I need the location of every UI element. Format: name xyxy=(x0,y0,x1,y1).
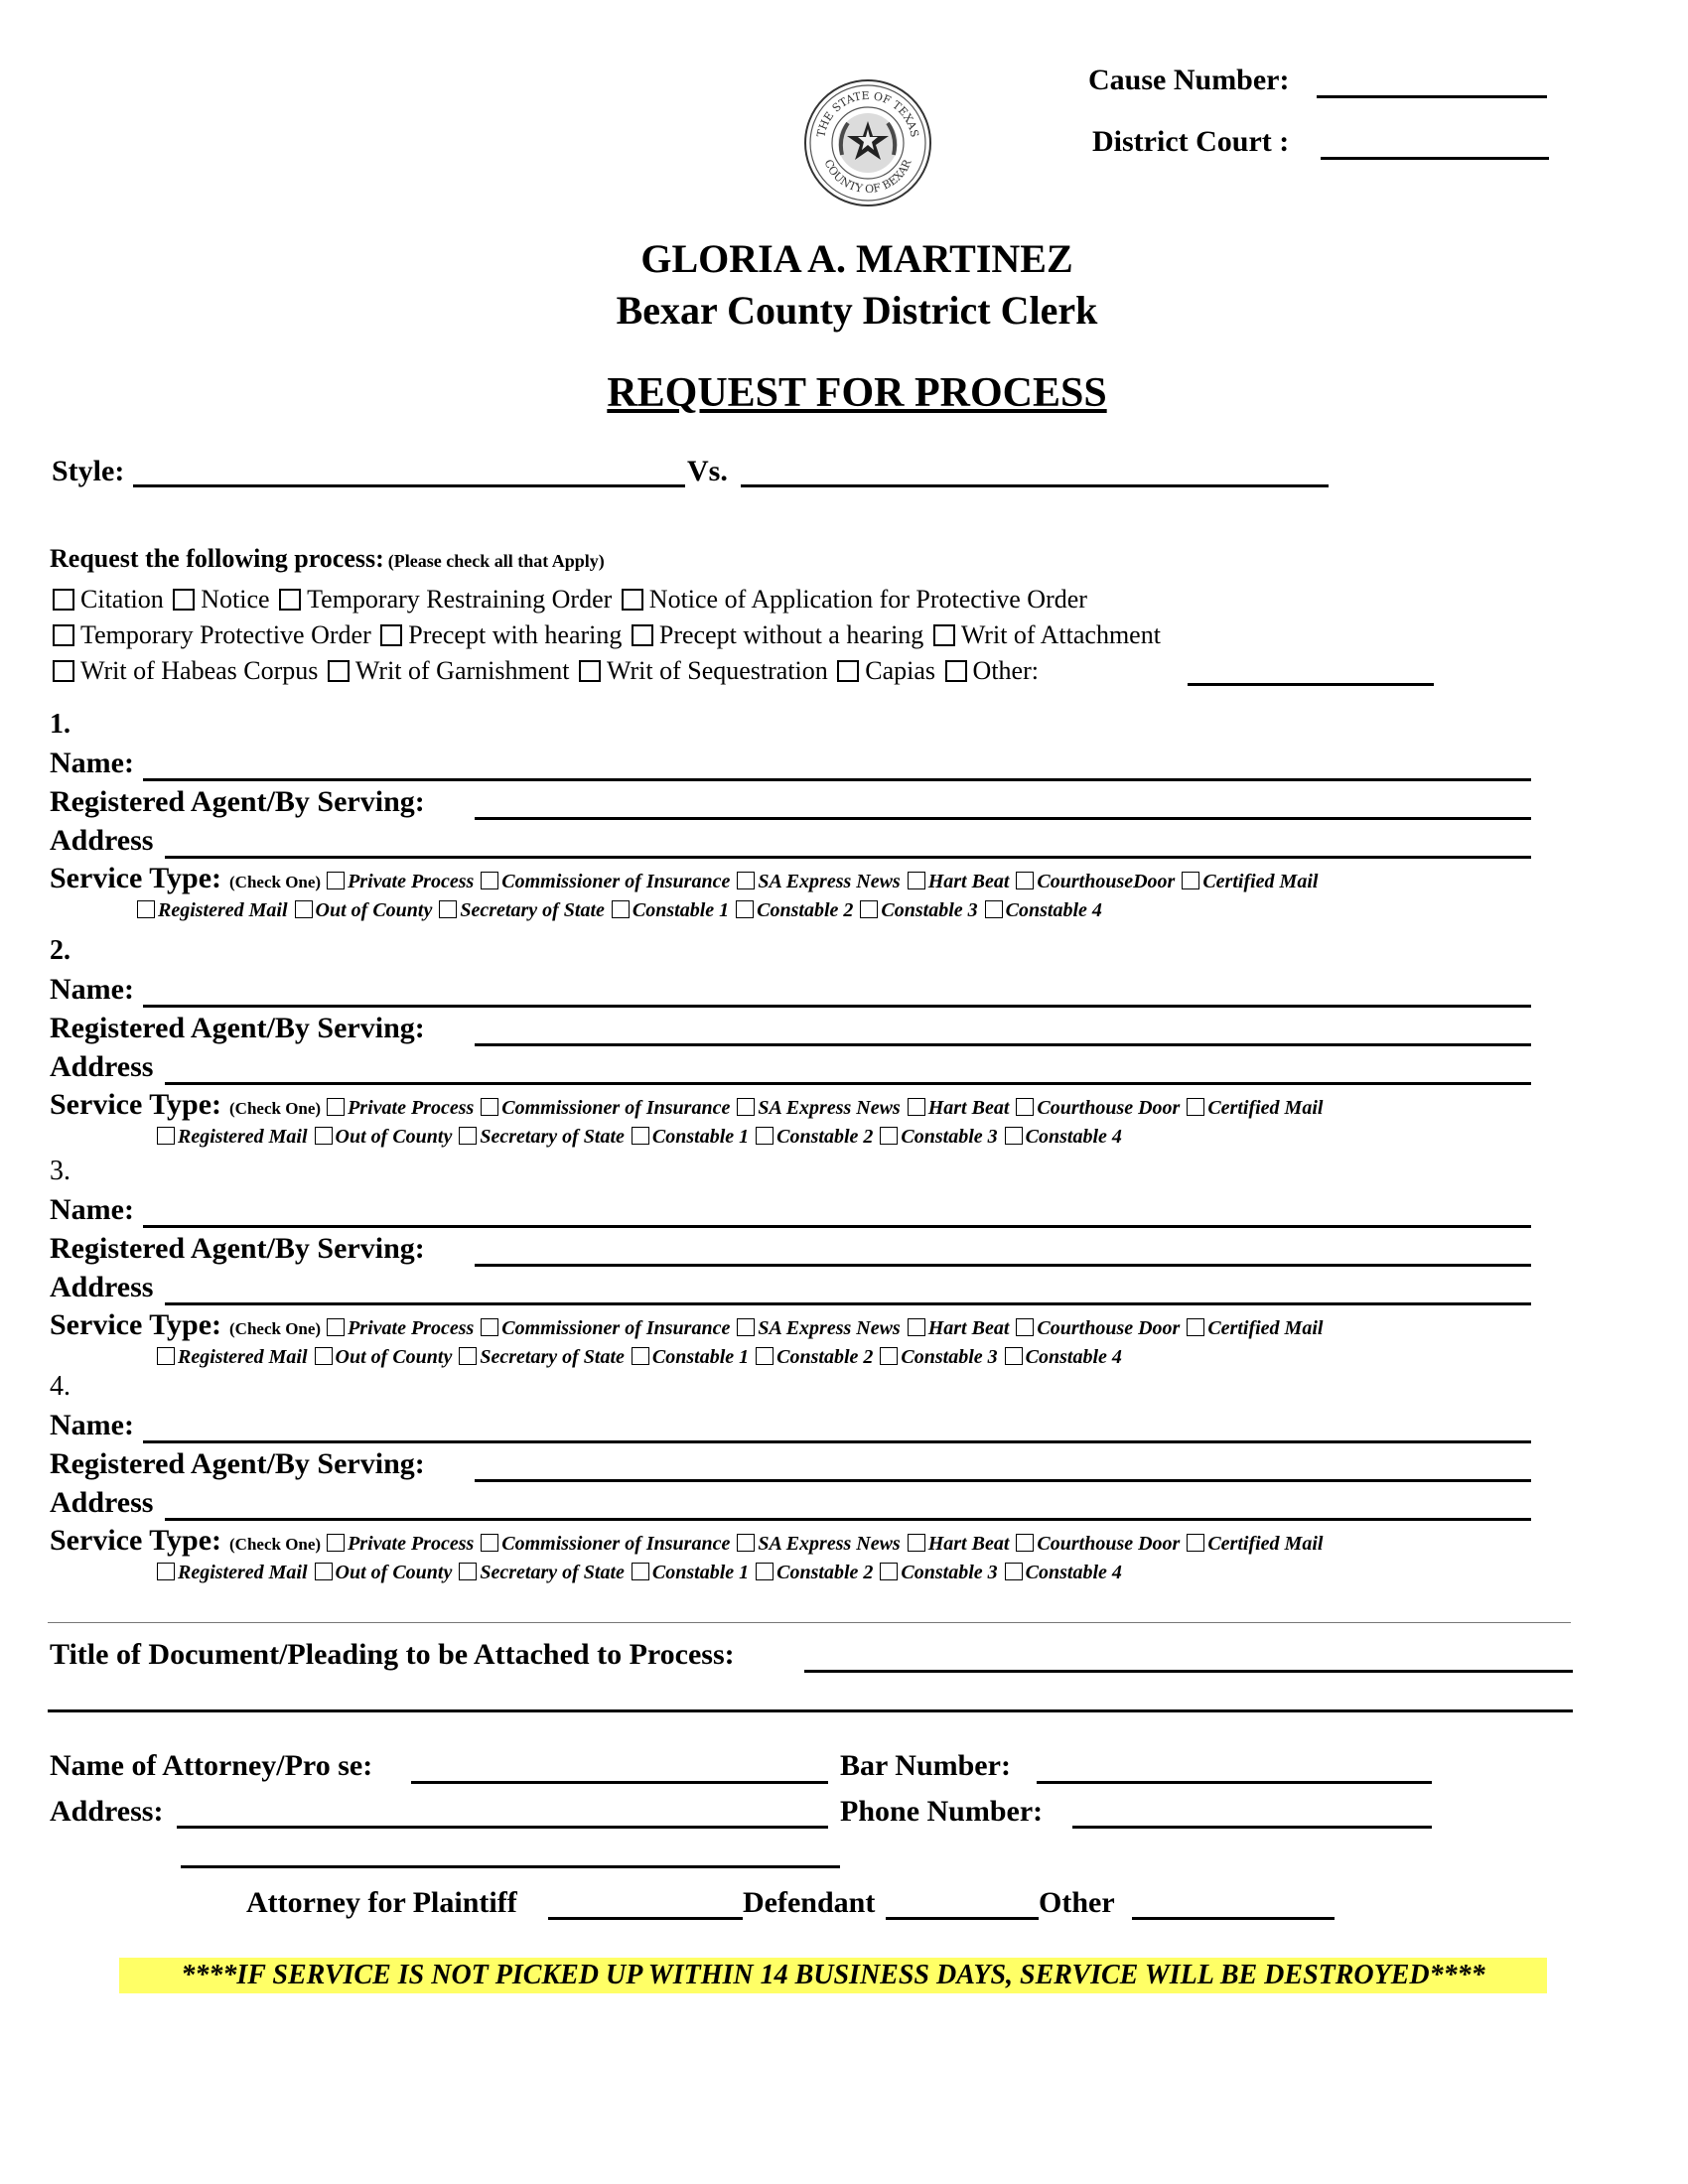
bar-number-label: Bar Number: xyxy=(840,1749,1011,1782)
registered-agent-label: Registered Agent/By Serving: xyxy=(50,1232,425,1265)
service-option-label: Constable 2 xyxy=(776,1126,874,1148)
service-type-row-1 xyxy=(50,1308,1324,1342)
other-process-field[interactable] xyxy=(1188,683,1434,686)
check-one-note: (Check One) xyxy=(229,1535,322,1554)
party-number: 1. xyxy=(50,709,70,740)
check-one-note: (Check One) xyxy=(229,1099,322,1118)
checkbox-temporary-protective-order[interactable] xyxy=(53,624,74,646)
registered-agent-label: Registered Agent/By Serving: xyxy=(50,1447,425,1480)
service-option-label: Certified Mail xyxy=(1207,1317,1324,1339)
service-checkbox[interactable] xyxy=(756,1127,774,1145)
service-option-label: Private Process xyxy=(348,1533,475,1555)
service-option-label: SA Express News xyxy=(758,871,901,892)
process-option-label: Precept with hearing xyxy=(408,620,623,649)
checkbox-writ-habeas-corpus[interactable] xyxy=(53,660,74,682)
process-option-label: Temporary Restraining Order xyxy=(307,585,613,614)
service-option-label: Commissioner of Insurance xyxy=(501,1097,731,1119)
process-request-label: Request the following process: xyxy=(50,544,384,573)
service-checkbox[interactable] xyxy=(632,1127,649,1145)
service-option-label: Constable 1 xyxy=(651,1126,750,1148)
address-field[interactable] xyxy=(165,1082,1531,1085)
service-option-label: Private Process xyxy=(348,1097,475,1119)
form-title: REQUEST FOR PROCESS xyxy=(607,370,1107,416)
service-checkbox[interactable] xyxy=(459,1563,477,1580)
checkbox-precept-without-hearing[interactable] xyxy=(632,624,653,646)
service-option-label: Constable 2 xyxy=(757,899,854,921)
service-option-label: Hart Beat xyxy=(927,871,1010,892)
defendant-label: Defendant xyxy=(743,1886,876,1919)
process-option-label: Citation xyxy=(80,585,164,614)
service-option-label: Secretary of State xyxy=(480,1562,625,1583)
other-party-field[interactable] xyxy=(1132,1917,1335,1920)
document-title-field[interactable] xyxy=(804,1670,1573,1673)
service-type-row-1 xyxy=(50,862,1319,895)
service-checkbox[interactable] xyxy=(327,1318,345,1336)
service-checkbox[interactable] xyxy=(327,1534,345,1552)
style-field[interactable] xyxy=(133,484,685,487)
service-checkbox[interactable] xyxy=(327,872,345,889)
service-option-label: Secretary of State xyxy=(460,899,605,921)
service-checkbox[interactable] xyxy=(632,1563,649,1580)
address-field[interactable] xyxy=(165,856,1531,859)
service-checkbox[interactable] xyxy=(737,872,755,889)
registered-agent-label: Registered Agent/By Serving: xyxy=(50,1012,425,1044)
service-option-label: Secretary of State xyxy=(480,1346,625,1368)
service-option-label: Registered Mail xyxy=(178,1346,308,1368)
service-checkbox[interactable] xyxy=(327,1098,345,1116)
process-option-label: Writ of Garnishment xyxy=(354,656,570,685)
name-field[interactable] xyxy=(143,1440,1531,1443)
service-checkbox[interactable] xyxy=(737,1098,755,1116)
service-checkbox[interactable] xyxy=(612,900,630,918)
clerk-title: Bexar County District Clerk xyxy=(616,288,1098,333)
registered-agent-field[interactable] xyxy=(475,817,1531,820)
plaintiff-field[interactable] xyxy=(548,1917,743,1920)
party-number: 2. xyxy=(50,935,70,966)
registered-agent-field[interactable] xyxy=(475,1264,1531,1267)
checkbox-citation[interactable] xyxy=(53,589,74,611)
name-field[interactable] xyxy=(143,778,1531,781)
service-option-label: Out of County xyxy=(335,1562,453,1583)
process-option-label: Writ of Sequestration xyxy=(606,656,828,685)
checkbox-temporary-restraining-order[interactable] xyxy=(279,589,301,611)
service-checkbox[interactable] xyxy=(737,1534,755,1552)
service-checkbox[interactable] xyxy=(459,1127,477,1145)
address-label: Address xyxy=(50,824,154,857)
service-option-label: Constable 2 xyxy=(776,1562,874,1583)
service-checkbox[interactable] xyxy=(736,900,754,918)
pickup-warning-banner: ****IF SERVICE IS NOT PICKED UP WITHIN 14 BUSINESS DAYS, SERVICE WILL BE DESTROYED**** xyxy=(119,1958,1547,1993)
process-line-3 xyxy=(50,656,1039,686)
check-one-note: (Check One) xyxy=(229,873,322,891)
name-label: Name: xyxy=(50,747,134,779)
service-type-row-1 xyxy=(50,1524,1324,1558)
service-checkbox[interactable] xyxy=(157,1347,175,1365)
service-checkbox[interactable] xyxy=(908,1534,925,1552)
service-option-label: Registered Mail xyxy=(178,1126,308,1148)
service-option-label: Private Process xyxy=(348,1317,475,1339)
service-option-label: Out of County xyxy=(335,1346,453,1368)
service-option-label: Constable 2 xyxy=(776,1346,874,1368)
service-checkbox[interactable] xyxy=(439,900,457,918)
process-option-label: Notice of Application for Protective Order xyxy=(648,585,1087,614)
svg-text:THE STATE OF TEXAS: THE STATE OF TEXAS xyxy=(814,88,921,139)
service-option-label: Commissioner of Insurance xyxy=(501,1317,731,1339)
service-checkbox[interactable] xyxy=(632,1347,649,1365)
process-option-label: Notice xyxy=(201,585,270,614)
service-option-label: Out of County xyxy=(335,1126,453,1148)
service-option-label: Constable 1 xyxy=(651,1562,750,1583)
attorney-address-field[interactable] xyxy=(177,1826,828,1829)
registered-agent-field[interactable] xyxy=(475,1479,1531,1482)
service-option-label: SA Express News xyxy=(758,1097,901,1119)
service-option-label: Constable 4 xyxy=(1005,899,1102,921)
service-type-row-2 xyxy=(151,1346,1123,1369)
service-option-label: Courthouse Door xyxy=(1037,1533,1181,1555)
process-option-label: Writ of Habeas Corpus xyxy=(80,656,319,685)
process-option-label: Capias xyxy=(865,656,936,685)
service-checkbox[interactable] xyxy=(315,1347,333,1365)
vs-label: Vs. xyxy=(687,455,728,487)
service-checkbox[interactable] xyxy=(985,900,1003,918)
name-field[interactable] xyxy=(143,1225,1531,1228)
bar-number-field[interactable] xyxy=(1037,1781,1432,1784)
service-option-label: Secretary of State xyxy=(480,1126,625,1148)
check-one-note: (Check One) xyxy=(229,1319,322,1338)
checkbox-notice-application-protective-order[interactable] xyxy=(622,589,643,611)
service-checkbox[interactable] xyxy=(908,1318,925,1336)
service-type-label: Service Type: xyxy=(50,862,222,894)
service-option-label: Hart Beat xyxy=(927,1317,1010,1339)
clerk-name: GLORIA A. MARTINEZ xyxy=(640,236,1073,281)
process-line-1 xyxy=(50,585,1087,614)
service-option-label: Private Process xyxy=(348,871,475,892)
service-type-row-2 xyxy=(131,899,1103,922)
service-type-row-2 xyxy=(151,1562,1123,1584)
service-checkbox[interactable] xyxy=(1016,872,1034,889)
service-checkbox[interactable] xyxy=(880,1347,898,1365)
service-checkbox[interactable] xyxy=(481,1098,498,1116)
phone-number-label: Phone Number: xyxy=(840,1795,1044,1828)
party-number: 3. xyxy=(50,1156,70,1186)
service-checkbox[interactable] xyxy=(459,1347,477,1365)
process-option-label: Temporary Protective Order xyxy=(80,620,371,649)
service-checkbox[interactable] xyxy=(137,900,155,918)
service-checkbox[interactable] xyxy=(481,1534,498,1552)
address-field[interactable] xyxy=(165,1518,1531,1521)
attorney-address-label: Address: xyxy=(50,1795,164,1828)
checkbox-precept-with-hearing[interactable] xyxy=(380,624,402,646)
svg-text:COUNTY OF BEXAR: COUNTY OF BEXAR xyxy=(821,157,914,197)
service-checkbox[interactable] xyxy=(756,1347,774,1365)
service-checkbox[interactable] xyxy=(756,1563,774,1580)
service-option-label: Constable 3 xyxy=(901,1346,998,1368)
registered-agent-label: Registered Agent/By Serving: xyxy=(50,785,425,818)
service-checkbox[interactable] xyxy=(1005,1127,1023,1145)
service-checkbox[interactable] xyxy=(481,872,498,889)
service-checkbox[interactable] xyxy=(880,1127,898,1145)
service-checkbox[interactable] xyxy=(157,1127,175,1145)
county-seal-logo xyxy=(802,77,933,208)
process-option-label: Precept without a hearing xyxy=(658,620,924,649)
service-option-label: Constable 4 xyxy=(1025,1346,1122,1368)
service-option-label: SA Express News xyxy=(758,1533,901,1555)
attorney-address-field-line2[interactable] xyxy=(181,1865,840,1868)
document-title-label: Title of Document/Pleading to be Attached to Process: xyxy=(50,1638,735,1671)
service-option-label: Hart Beat xyxy=(927,1533,1010,1555)
service-checkbox[interactable] xyxy=(295,900,313,918)
service-type-label: Service Type: xyxy=(50,1088,222,1121)
process-option-label: Other: xyxy=(972,656,1039,685)
service-option-label: Constable 4 xyxy=(1025,1562,1122,1583)
service-option-label: CourthouseDoor xyxy=(1037,871,1176,892)
service-option-label: Certified Mail xyxy=(1207,1533,1324,1555)
service-option-label: Constable 1 xyxy=(651,1346,750,1368)
process-request-heading xyxy=(50,544,605,574)
service-option-label: Certified Mail xyxy=(1207,1097,1324,1119)
service-type-label: Service Type: xyxy=(50,1524,222,1557)
service-checkbox[interactable] xyxy=(1182,872,1199,889)
style-label: Style: xyxy=(52,455,125,487)
service-option-label: Commissioner of Insurance xyxy=(501,1533,731,1555)
service-option-label: Registered Mail xyxy=(158,899,288,921)
name-label: Name: xyxy=(50,1409,134,1441)
service-option-label: Constable 3 xyxy=(901,1562,998,1583)
service-checkbox[interactable] xyxy=(315,1563,333,1580)
service-type-row-1 xyxy=(50,1088,1324,1122)
registered-agent-field[interactable] xyxy=(475,1043,1531,1046)
attorney-name-label: Name of Attorney/Pro se: xyxy=(50,1749,373,1782)
service-option-label: Certified Mail xyxy=(1202,871,1319,892)
party-number: 4. xyxy=(50,1371,70,1402)
name-label: Name: xyxy=(50,973,134,1006)
section-divider xyxy=(48,1622,1571,1623)
service-option-label: Constable 4 xyxy=(1025,1126,1122,1148)
service-checkbox[interactable] xyxy=(1005,1347,1023,1365)
address-label: Address xyxy=(50,1271,154,1303)
document-title-field-line2[interactable] xyxy=(48,1709,1573,1712)
address-label: Address xyxy=(50,1486,154,1519)
process-option-label: Writ of Attachment xyxy=(960,620,1161,649)
service-checkbox[interactable] xyxy=(1016,1318,1034,1336)
name-field[interactable] xyxy=(143,1005,1531,1008)
service-option-label: Constable 3 xyxy=(881,899,978,921)
service-checkbox[interactable] xyxy=(1016,1534,1034,1552)
attorney-for-plaintiff-label: Attorney for Plaintiff xyxy=(246,1886,517,1919)
checkbox-writ-of-attachment[interactable] xyxy=(933,624,955,646)
service-checkbox[interactable] xyxy=(1016,1098,1034,1116)
service-option-label: SA Express News xyxy=(758,1317,901,1339)
service-option-label: Constable 3 xyxy=(901,1126,998,1148)
process-request-note: (Please check all that Apply) xyxy=(387,551,605,571)
service-checkbox[interactable] xyxy=(880,1563,898,1580)
checkbox-capias[interactable] xyxy=(837,660,859,682)
vs-field[interactable] xyxy=(741,484,1329,487)
cause-number-label: Cause Number: xyxy=(1088,64,1290,96)
service-checkbox[interactable] xyxy=(157,1563,175,1580)
service-checkbox[interactable] xyxy=(1187,1534,1204,1552)
service-checkbox[interactable] xyxy=(908,1098,925,1116)
other-party-label: Other xyxy=(1039,1886,1115,1919)
service-checkbox[interactable] xyxy=(737,1318,755,1336)
service-type-label: Service Type: xyxy=(50,1308,222,1341)
service-checkbox[interactable] xyxy=(1187,1318,1204,1336)
service-option-label: Registered Mail xyxy=(178,1562,308,1583)
district-court-field[interactable] xyxy=(1321,157,1549,160)
service-type-row-2 xyxy=(151,1126,1123,1149)
checkbox-notice[interactable] xyxy=(173,589,195,611)
phone-number-field[interactable] xyxy=(1072,1826,1432,1829)
attorney-name-field[interactable] xyxy=(411,1781,828,1784)
district-court-label: District Court : xyxy=(1092,125,1290,158)
service-option-label: Commissioner of Insurance xyxy=(501,871,731,892)
service-checkbox[interactable] xyxy=(908,872,925,889)
service-checkbox[interactable] xyxy=(1005,1563,1023,1580)
checkbox-writ-of-garnishment[interactable] xyxy=(328,660,350,682)
address-field[interactable] xyxy=(165,1302,1531,1305)
service-checkbox[interactable] xyxy=(1187,1098,1204,1116)
service-checkbox[interactable] xyxy=(315,1127,333,1145)
service-option-label: Hart Beat xyxy=(927,1097,1010,1119)
cause-number-field[interactable] xyxy=(1317,95,1547,98)
service-checkbox[interactable] xyxy=(481,1318,498,1336)
checkbox-other[interactable] xyxy=(945,660,967,682)
service-option-label: Courthouse Door xyxy=(1037,1097,1181,1119)
name-label: Name: xyxy=(50,1193,134,1226)
address-label: Address xyxy=(50,1050,154,1083)
defendant-field[interactable] xyxy=(886,1917,1039,1920)
service-option-label: Out of County xyxy=(315,899,433,921)
service-option-label: Constable 1 xyxy=(632,899,730,921)
checkbox-writ-of-sequestration[interactable] xyxy=(579,660,601,682)
service-option-label: Courthouse Door xyxy=(1037,1317,1181,1339)
process-line-2 xyxy=(50,620,1161,650)
service-checkbox[interactable] xyxy=(860,900,878,918)
